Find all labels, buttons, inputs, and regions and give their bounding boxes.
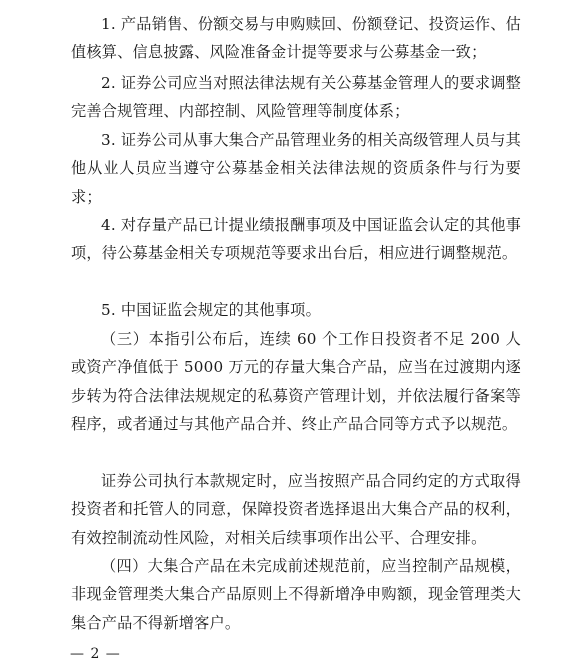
paragraph-item-2: 2. 证券公司应当对照法律法规有关公募基金管理人的要求调整完善合规管理、内部控制、风险管理等制度体系； xyxy=(71,74,521,121)
paragraph-item-4: 4. 对存量产品已计提业绩报酬事项及中国证监会认定的其他事项，待公募基金相关专项规范等要求出台后，相应进行调整规范。 xyxy=(71,216,521,263)
paragraph-section-3: （三）本指引公布后，连续 60 个工作日投资者不足 200 人或资产净值低于 5000 万元的存量大集合产品，应当在过渡期内逐步转为符合法律法规规定的私募资产管理计划，并依法履行备案等程序，或者通过与其他产品合并、终止产品合同等方式予以规范。 xyxy=(71,330,521,434)
paragraph-section-4: （四）大集合产品在未完成前述规范前，应当控制产品规模，非现金管理类大集合产品原则上不得新增净申购额，现金管理类大集合产品不得新增客户。 xyxy=(71,557,521,632)
paragraph-section-3-note: 证券公司执行本款规定时，应当按照产品合同约定的方式取得投资者和托管人的同意，保障投资者选择退出大集合产品的权利，有效控制流动性风险，对相关后续事项作出公平、合理安排。 xyxy=(71,472,521,547)
paragraph-item-1: 1. 产品销售、份额交易与申购赎回、份额登记、投资运作、估值核算、信息披露、风险准备金计提等要求与公募基金一致； xyxy=(71,15,521,62)
paragraph-item-5: 5. 中国证监会规定的其他事项。 xyxy=(101,301,321,319)
paragraph-item-3: 3. 证券公司从事大集合产品管理业务的相关高级管理人员与其他从业人员应当遵守公募基金相关法律法规的资质条件与行为要求； xyxy=(71,131,521,206)
page-number: — 2 — xyxy=(70,646,121,662)
